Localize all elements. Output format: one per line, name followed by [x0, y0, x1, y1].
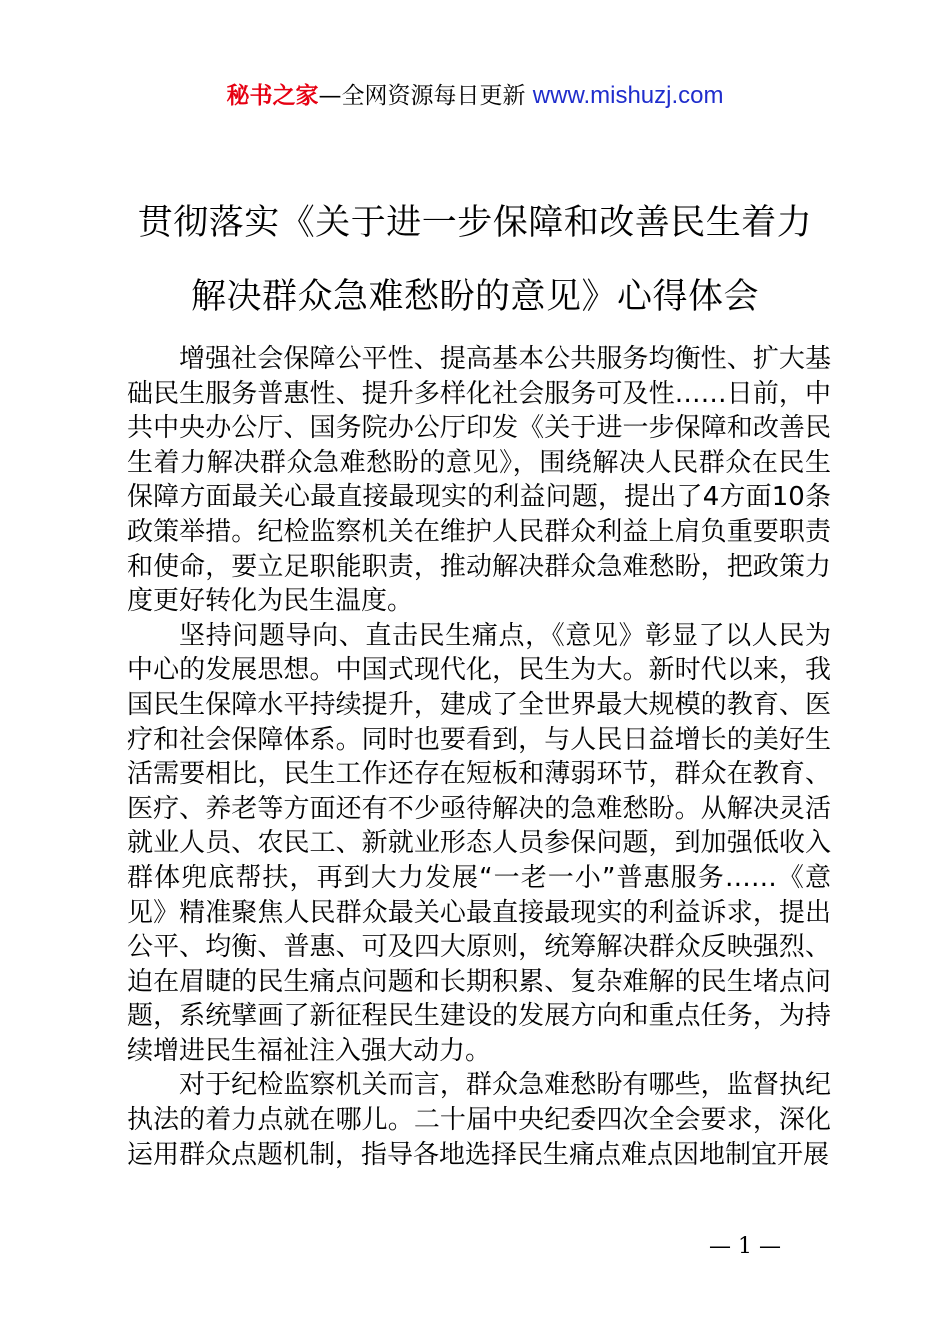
brand-name: 秘书之家: [226, 83, 319, 109]
page-number: — 1 —: [709, 1234, 781, 1259]
document-title: [60, 186, 890, 334]
document-body: [127, 342, 831, 1172]
paragraph-2: 坚持问题导向、直击民生痛点，《意见》彰显了以人民为中心的发展思想。中国式现代化，民生为大。新时代以来，我国民生保障水平持续提升，建成了全世界最大规模的教育、医疗和社会保障体系。同时也要看到，与人民日益增长的美好生活需要相比，民生工作还存在短板和薄弱环节，群众在教育、医疗、养老等方面还有不少亟待解决的急难愁盼。从解决灵活就业人员、农民工、新就业形态人员参保问题，到加强低收入群体兜底帮扶，再到大力发展“一老一小”普惠服务……《意见》精准聚焦人民群众最关心最直接最现实的利益诉求，提出公平、均衡、普惠、可及四大原则，统筹解决群众反映强烈、迫在眉睫的民生痛点问题和长期积累、复杂难解的民生堵点问题，系统擘画了新征程民生建设的发展方向和重点任务，为持续增进民生福祉注入强大动力。: [127, 620, 831, 1066]
header-slogan: —全网资源每日更新: [318, 83, 533, 109]
paragraph-3: 对于纪检监察机关而言，群众急难愁盼有哪些，监督执纪执法的着力点就在哪儿。二十届中央纪委四次全会要求，深化运用群众点题机制，指导各地选择民生痛点难点因地制宜开展: [127, 1070, 831, 1170]
title-line-2: 解决群众急难愁盼的意见》心得体会: [190, 277, 759, 317]
title-line-1: 贯彻落实《关于进一步保障和改善民生着力: [137, 203, 813, 243]
site-header: [0, 80, 950, 112]
paragraph-1: 增强社会保障公平性、提高基本公共服务均衡性、扩大基础民生服务普惠性、提升多样化社会服务可及性……日前，中共中央办公厅、国务院办公厅印发《关于进一步保障和改善民生着力解决群众急难愁盼的意见》，围绕解决人民群众在民生保障方面最关心最直接最现实的利益问题，提出了4方面10条政策举措。纪检监察机关在维护人民群众利益上肩负重要职责和使命，要立足职能职责，推动解决群众急难愁盼，把政策力度更好转化为民生温度。: [127, 344, 831, 617]
site-url-link[interactable]: www.mishuzj.com: [532, 82, 724, 109]
